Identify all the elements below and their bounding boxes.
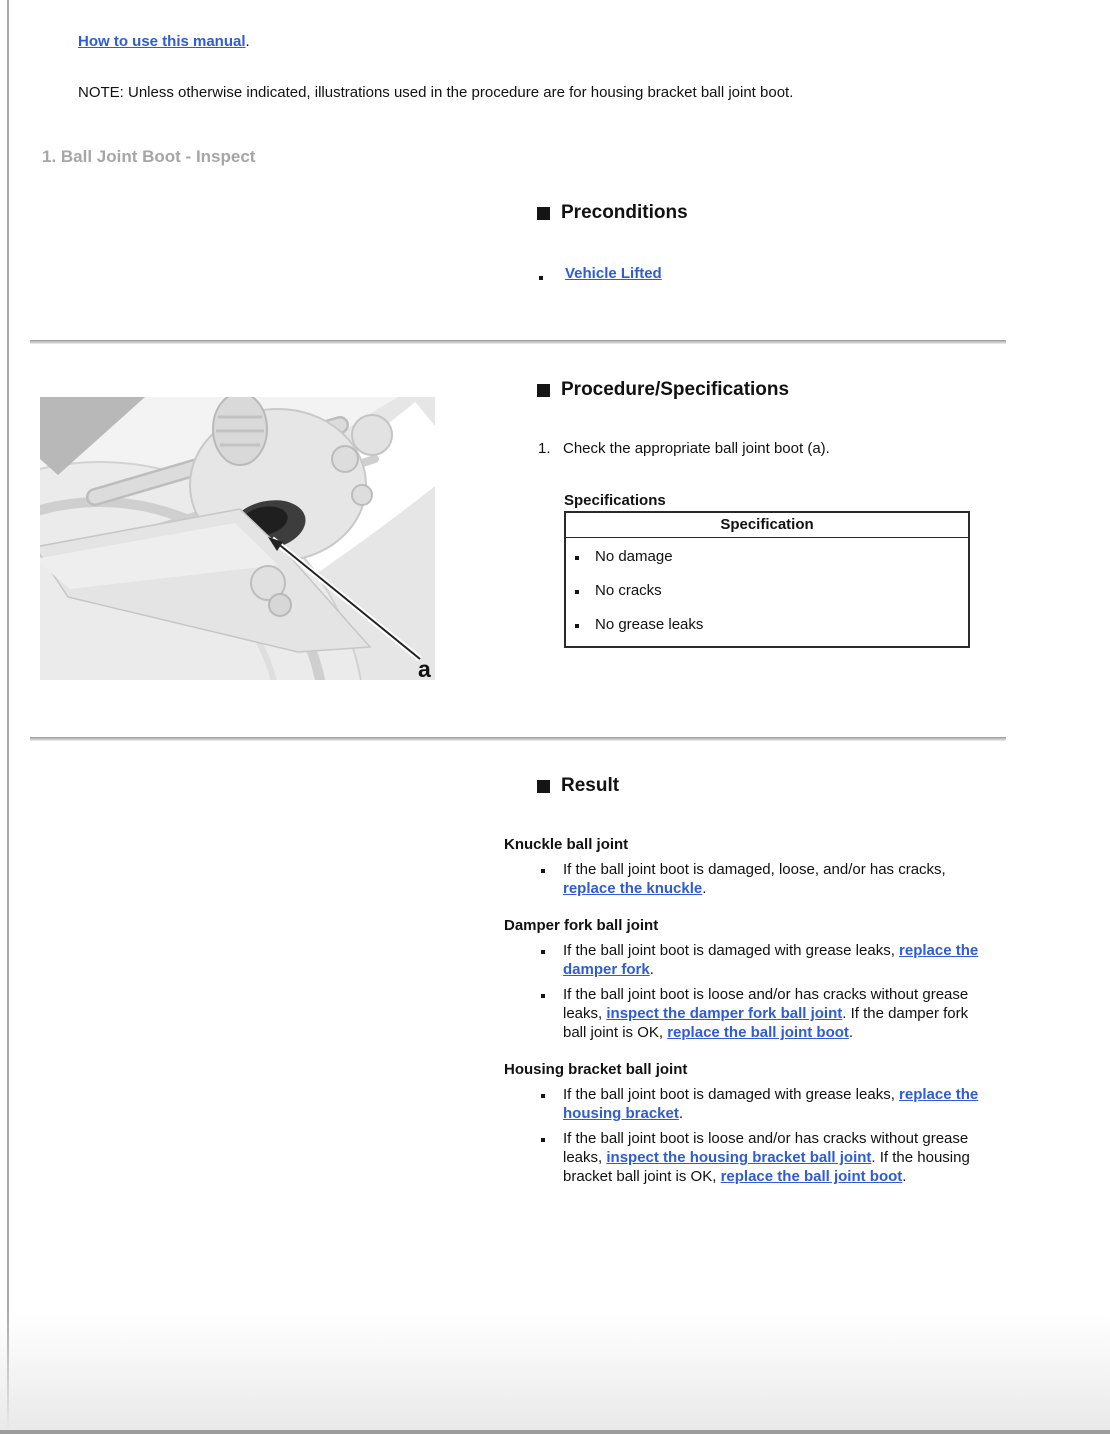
callout-label-a: a bbox=[418, 656, 431, 680]
specification-text: No damage bbox=[595, 548, 673, 565]
specifications-table bbox=[564, 511, 970, 648]
inspect-the-damper-fork-ball-joint-link[interactable]: inspect the damper fork ball joint bbox=[606, 1005, 843, 1022]
result-groups bbox=[504, 836, 1004, 1205]
replace-the-knuckle-link[interactable]: replace the knuckle bbox=[563, 880, 703, 897]
replace-the-ball-joint-boot-link[interactable]: replace the ball joint boot bbox=[720, 1168, 903, 1185]
result-heading bbox=[537, 775, 619, 797]
how-to-use-line bbox=[78, 33, 250, 50]
result-bullet bbox=[504, 941, 1004, 979]
specification-text: No cracks bbox=[595, 582, 662, 599]
step-text: Check the appropriate ball joint boot (a). bbox=[563, 440, 830, 457]
square-marker-icon bbox=[537, 384, 550, 397]
result-group-title: Knuckle ball joint bbox=[504, 836, 629, 853]
specification-row bbox=[575, 581, 962, 600]
preconditions-heading-label: Preconditions bbox=[561, 202, 688, 223]
suspension-illustration bbox=[40, 397, 435, 680]
result-heading-label: Result bbox=[561, 775, 620, 796]
procedure-heading bbox=[537, 379, 789, 401]
result-group bbox=[504, 917, 1004, 1042]
bullet-dot-icon bbox=[541, 1138, 545, 1142]
result-bullet bbox=[504, 985, 1004, 1042]
bullet-dot-icon bbox=[575, 624, 579, 628]
bottom-border-rule bbox=[0, 1430, 1110, 1434]
bottom-fade bbox=[0, 1315, 1110, 1430]
result-bullet-text: If the ball joint boot is damaged, loose, and/or has cracks, replace the knuckle. bbox=[563, 861, 946, 897]
procedure-step-1 bbox=[538, 440, 830, 457]
result-bullet bbox=[504, 1129, 1004, 1186]
result-bullet-text: If the ball joint boot is loose and/or has cracks without grease leaks, inspect the damper fork ball joint. If the damper fork ball joint is OK, replace the ball joint boot. bbox=[563, 986, 969, 1041]
bullet-dot-icon bbox=[541, 950, 545, 954]
replace-the-ball-joint-boot-link[interactable]: replace the ball joint boot bbox=[667, 1024, 849, 1041]
specification-column-header: Specification bbox=[566, 513, 968, 538]
replace-the-damper-fork-link[interactable]: replace the damper fork bbox=[563, 942, 979, 978]
section-divider bbox=[30, 737, 1006, 741]
section-divider bbox=[30, 340, 1006, 344]
how-to-use-manual-link[interactable]: How to use this manual bbox=[78, 33, 246, 50]
result-bullet-text: If the ball joint boot is damaged with grease leaks, replace the damper fork. bbox=[563, 942, 979, 978]
result-group-title: Damper fork ball joint bbox=[504, 917, 659, 934]
specification-row bbox=[575, 615, 962, 634]
square-marker-icon bbox=[537, 780, 550, 793]
result-group bbox=[504, 836, 1004, 898]
result-bullet bbox=[504, 1085, 1004, 1123]
result-group-title: Housing bracket ball joint bbox=[504, 1061, 688, 1078]
bullet-dot-icon bbox=[541, 869, 545, 873]
bullet-dot-icon bbox=[575, 556, 579, 560]
specification-rows bbox=[566, 538, 968, 646]
precondition-item bbox=[539, 265, 662, 282]
result-bullet bbox=[504, 860, 1004, 898]
inspect-the-housing-bracket-ball-joint-link[interactable]: inspect the housing bracket ball joint bbox=[606, 1149, 872, 1166]
bullet-dot-icon bbox=[539, 276, 543, 280]
result-group bbox=[504, 1061, 1004, 1186]
specifications-label: Specifications bbox=[564, 492, 666, 509]
ball-joint-boot-figure bbox=[40, 397, 435, 680]
bullet-dot-icon bbox=[575, 590, 579, 594]
result-bullet-text: If the ball joint boot is loose and/or has cracks without grease leaks, inspect the housing bracket ball joint. If the housing bracket ball joint is OK, replace the ball joint boot. bbox=[563, 1130, 970, 1185]
step-number: 1. bbox=[538, 440, 551, 457]
preconditions-heading bbox=[537, 202, 688, 224]
square-marker-icon bbox=[537, 207, 550, 220]
note-text: NOTE: Unless otherwise indicated, illustrations used in the procedure are for housing bracket ball joint boot. bbox=[78, 84, 794, 101]
procedure-heading-label: Procedure/Specifications bbox=[561, 379, 790, 400]
left-border-rule bbox=[7, 0, 9, 1434]
sentence-period: . bbox=[245, 33, 250, 50]
bullet-dot-icon bbox=[541, 1094, 545, 1098]
procedure-step-heading: 1. Ball Joint Boot - Inspect bbox=[42, 147, 256, 166]
replace-the-housing-bracket-link[interactable]: replace the housing bracket bbox=[563, 1086, 979, 1122]
result-bullet-text: If the ball joint boot is damaged with grease leaks, replace the housing bracket. bbox=[563, 1086, 979, 1122]
specification-row bbox=[575, 547, 962, 566]
specification-text: No grease leaks bbox=[595, 616, 704, 633]
vehicle-lifted-link[interactable]: Vehicle Lifted bbox=[565, 265, 662, 282]
bullet-dot-icon bbox=[541, 994, 545, 998]
